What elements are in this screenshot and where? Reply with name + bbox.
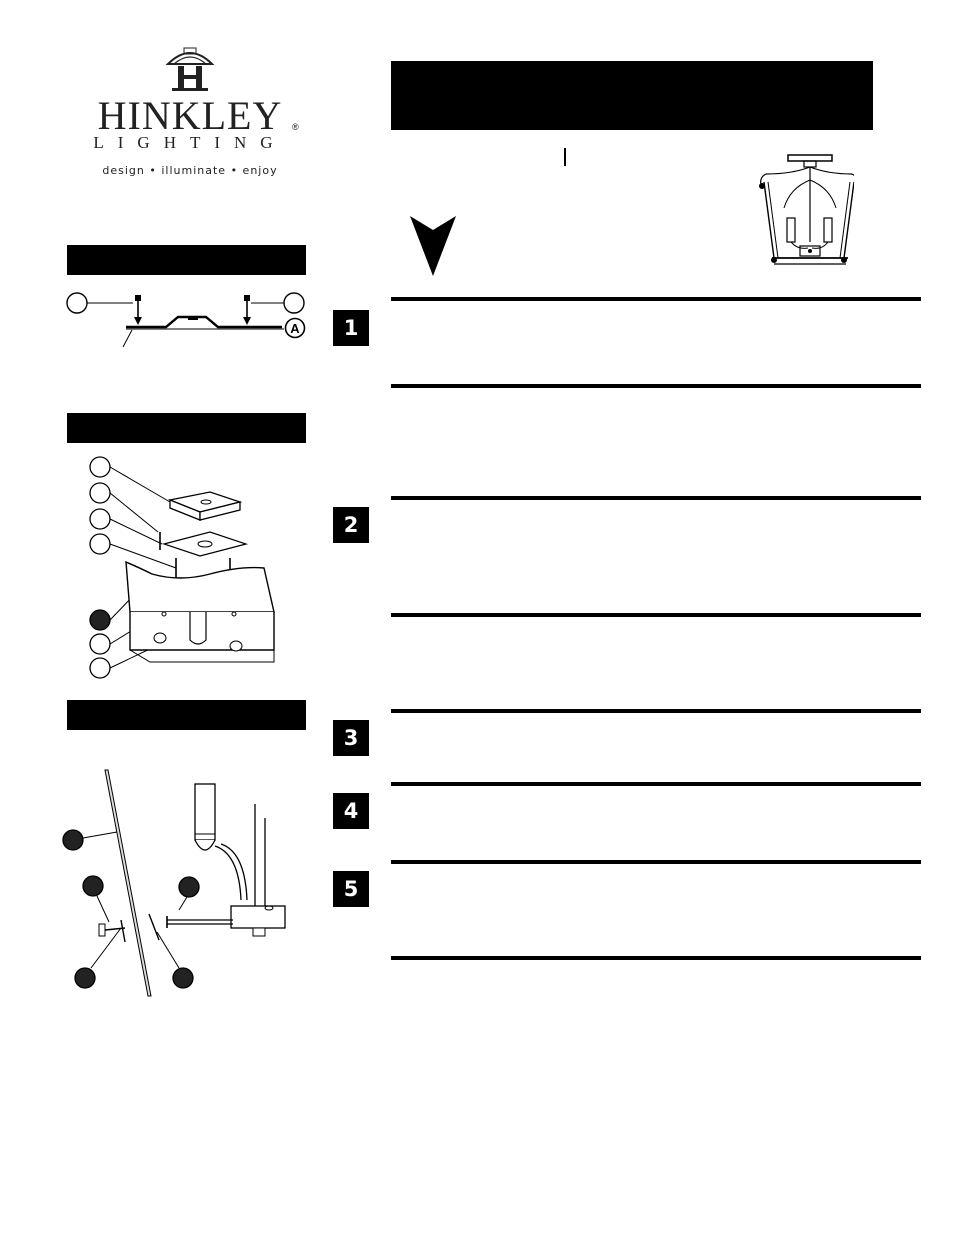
- glass-panel-diagram: [55, 760, 315, 1000]
- lantern-fixture-illustration: [752, 152, 854, 272]
- brand-subtitle: LIGHTING: [93, 133, 287, 152]
- step-number-4: 4: [333, 793, 369, 829]
- ceiling-mount-diagram: [60, 285, 320, 355]
- section-header-box-mount: [67, 413, 306, 443]
- step-rule: [391, 496, 921, 500]
- section-header-ceiling-mount: [67, 245, 306, 275]
- lantern-logo-icon: [162, 44, 218, 92]
- brand-name: HINKLEY: [97, 93, 283, 138]
- step-rule: [391, 384, 921, 388]
- step-number-2: 2: [333, 507, 369, 543]
- junction-box-diagram: [60, 450, 290, 690]
- brand-logo: [70, 40, 310, 190]
- step-number-5: 5: [333, 871, 369, 907]
- title-banner: [391, 61, 873, 130]
- section-header-glass-install: [67, 700, 306, 730]
- callout-label-a: A: [290, 321, 300, 336]
- step-rule: [391, 782, 921, 786]
- step-rule: [391, 297, 921, 301]
- step-rule: [391, 956, 921, 960]
- registered-mark: ®: [292, 122, 299, 132]
- down-arrow-icon: [410, 216, 456, 278]
- step-number-3: 3: [333, 720, 369, 756]
- step-rule: [391, 613, 921, 617]
- step-rule: [391, 860, 921, 864]
- brand-tagline: design • illuminate • enjoy: [102, 164, 278, 177]
- step-rule: [391, 709, 921, 713]
- step-number-1: 1: [333, 310, 369, 346]
- title-separator: [564, 148, 566, 166]
